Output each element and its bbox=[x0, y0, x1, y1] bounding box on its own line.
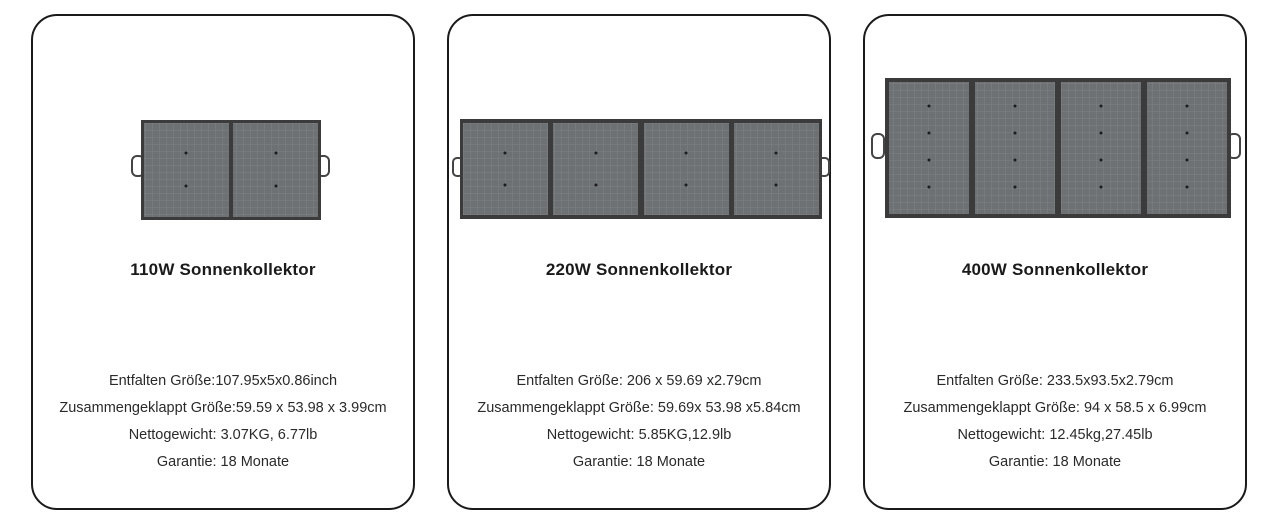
product-title: 400W Sonnenkollektor bbox=[961, 260, 1149, 279]
spec-warranty: Garantie: 18 Monate bbox=[156, 454, 290, 470]
product-title: 110W Sonnenkollektor bbox=[130, 260, 316, 279]
spec-warranty: Garantie: 18 Monate bbox=[572, 454, 706, 470]
spec-unfold-size: Entfalten Größe: 233.5x93.5x2.79cm bbox=[936, 373, 1174, 389]
product-specs bbox=[33, 368, 413, 476]
spec-folded-size: Zusammengeklappt Größe:59.59 x 53.98 x 3.99cm bbox=[59, 400, 387, 416]
product-card-110w[interactable] bbox=[31, 14, 415, 510]
product-card-220w[interactable] bbox=[447, 14, 831, 510]
spec-folded-size: Zusammengeklappt Größe: 94 x 58.5 x 6.99cm bbox=[903, 400, 1207, 416]
spec-net-weight: Nettogewicht: 12.45kg,27.45lb bbox=[957, 427, 1153, 443]
spec-net-weight: Nettogewicht: 3.07KG, 6.77lb bbox=[128, 427, 318, 443]
product-title: 220W Sonnenkollektor bbox=[545, 260, 733, 279]
spec-folded-size: Zusammengeklappt Größe: 59.69x 53.98 x5.84cm bbox=[477, 400, 801, 416]
spec-warranty: Garantie: 18 Monate bbox=[988, 454, 1122, 470]
product-card-400w[interactable] bbox=[863, 14, 1247, 510]
solar-panel-4-fold-large-icon bbox=[865, 76, 1245, 231]
spec-net-weight: Nettogewicht: 5.85KG,12.9lb bbox=[546, 427, 732, 443]
spec-unfold-size: Entfalten Größe: 206 x 59.69 x2.79cm bbox=[516, 373, 762, 389]
product-specs bbox=[449, 368, 829, 476]
solar-panel-2-fold-icon bbox=[33, 116, 413, 231]
spec-unfold-size: Entfalten Größe:107.95x5x0.86inch bbox=[108, 373, 338, 389]
product-specs bbox=[865, 368, 1245, 476]
solar-panel-4-fold-icon bbox=[449, 116, 829, 231]
